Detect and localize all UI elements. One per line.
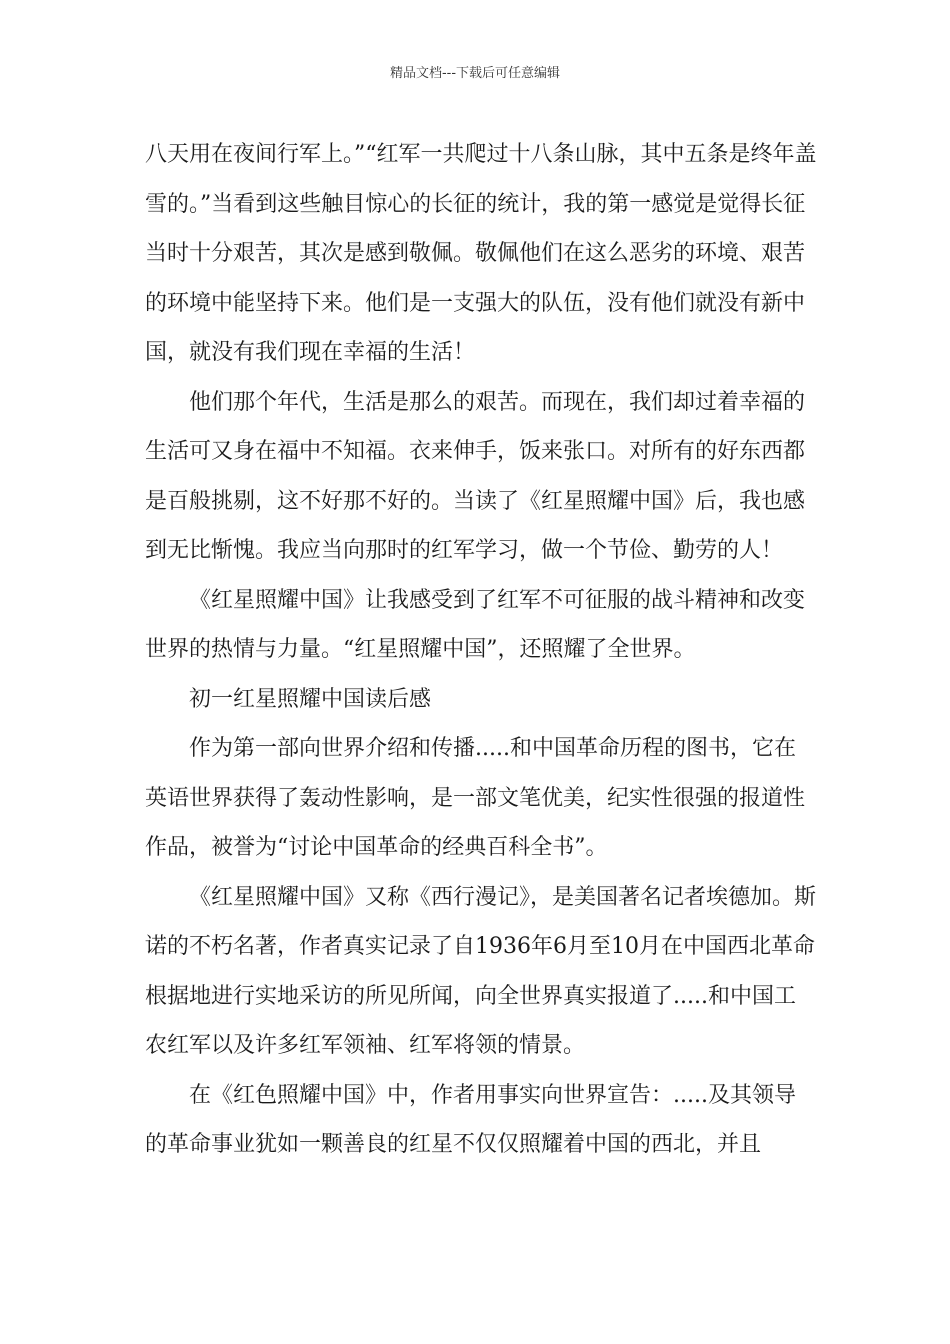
page-header: 精品文档---下载后可任意编辑 xyxy=(389,66,561,81)
section-title: 初一红星照耀中国读后感 xyxy=(189,686,432,712)
paragraph-2: 他们那个年代，生活是那么的艰苦。而现在，我们却过着幸福的生活可又身在福中不知福。衣来伸手，饭来张口。对所有的好东西都是百般挑剔，这不好那不好的。当读了《红星照耀中国》后，我也感到无比惭愧。我应当向那时的红军学习，做一个节俭、勤劳的人！ xyxy=(145,389,806,563)
paragraph-3: 《红星照耀中国》让我感受到了红军不可征服的战斗精神和改变世界的热情与力量。“红星照耀中国”，还照耀了全世界。 xyxy=(145,587,806,662)
document-body xyxy=(145,130,817,1170)
paragraph-6: 在《红色照耀中国》中，作者用事实向世界宣告：.....及其领导的革命事业犹如一颗善良的红星不仅仅照耀着中国的西北，并且 xyxy=(145,1082,796,1157)
paragraph-5: 《红星照耀中国》又称《西行漫记》，是美国著名记者埃德加。斯诺的不朽名著，作者真实记录了自1936年6月至10月在中国西北革命根据地进行实地采访的所见所闻，向全世界真实报道了.....和中国工农红军以及许多红军领袖、红军将领的情景。 xyxy=(145,884,817,1058)
paragraph-4: 作为第一部向世界介绍和传播.....和中国革命历程的图书，它在英语世界获得了轰动性影响，是一部文笔优美，纪实性很强的报道性作品，被誉为“讨论中国革命的经典百科全书”。 xyxy=(145,736,806,860)
paragraph-1: 八天用在夜间行军上。”“红军一共爬过十八条山脉，其中五条是终年盖雪的。”当看到这些触目惊心的长征的统计，我的第一感觉是觉得长征当时十分艰苦，其次是感到敬佩。敬佩他们在这么恶劣的环境、艰苦的环境中能坚持下来。他们是一支强大的队伍，没有他们就没有新中国，就没有我们现在幸福的生活！ xyxy=(145,142,817,365)
